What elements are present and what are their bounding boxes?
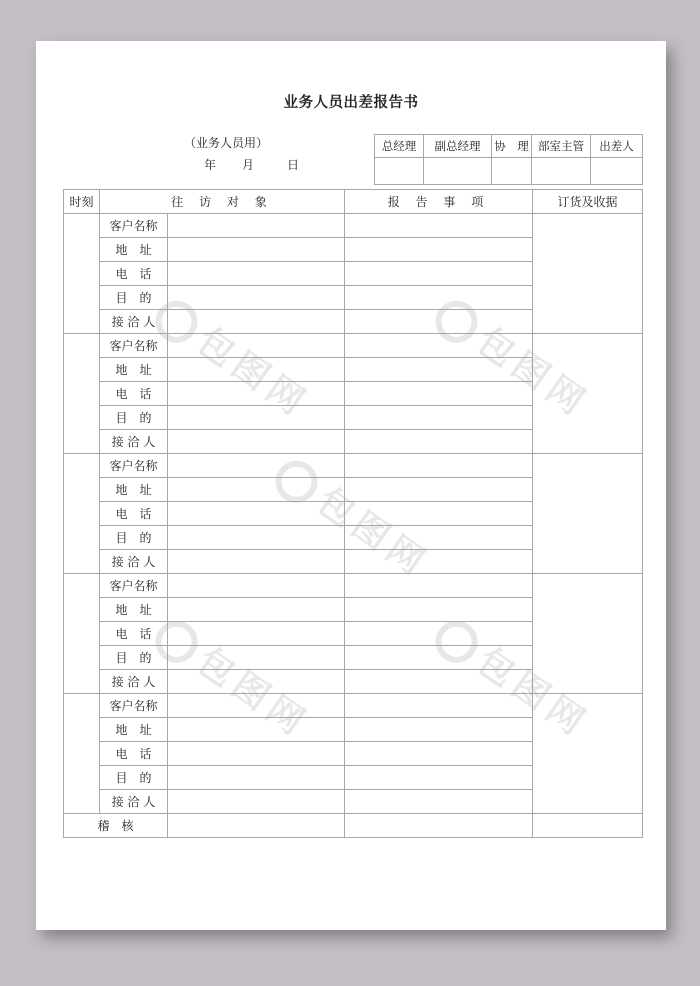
report-item-cell[interactable]: [345, 694, 533, 718]
visit-value-cell[interactable]: [168, 574, 345, 598]
row-label: 接 洽 人: [100, 310, 168, 334]
report-item-cell[interactable]: [345, 646, 533, 670]
signature-cell[interactable]: [492, 158, 532, 185]
report-item-cell[interactable]: [345, 286, 533, 310]
visit-value-cell[interactable]: [168, 310, 345, 334]
report-item-cell[interactable]: [345, 310, 533, 334]
row-label: 接 洽 人: [100, 670, 168, 694]
row-label: 电 话: [100, 502, 168, 526]
watermark: 包图网: [267, 445, 440, 588]
visit-value-cell[interactable]: [168, 694, 345, 718]
approval-header-cell: 总经理: [375, 135, 424, 158]
audit-row: [64, 814, 643, 838]
row-label: 客户名称: [100, 334, 168, 358]
row-label: 客户名称: [100, 214, 168, 238]
approval-header-cell: 部室主管: [532, 135, 591, 158]
time-header: 时刻: [64, 190, 100, 214]
visit-value-cell[interactable]: [168, 646, 345, 670]
row-label: 目 的: [100, 646, 168, 670]
watermark: 包图网: [147, 285, 320, 428]
row-label: 地 址: [100, 358, 168, 382]
report-item-cell[interactable]: [345, 430, 533, 454]
visit-value-cell[interactable]: [168, 670, 345, 694]
row-label: 电 话: [100, 742, 168, 766]
report-item-cell[interactable]: [345, 574, 533, 598]
report-item-cell[interactable]: [345, 718, 533, 742]
report-item-cell[interactable]: [345, 622, 533, 646]
visit-row: [64, 454, 643, 478]
time-cell[interactable]: [64, 334, 100, 454]
visit-value-cell[interactable]: [168, 478, 345, 502]
approval-header-cell: 协 理: [492, 135, 532, 158]
signature-cell[interactable]: [591, 158, 643, 185]
visit-value-cell[interactable]: [168, 334, 345, 358]
signature-cell[interactable]: [424, 158, 492, 185]
report-item-cell[interactable]: [345, 382, 533, 406]
report-item-cell[interactable]: [345, 262, 533, 286]
row-label: 客户名称: [100, 694, 168, 718]
time-cell[interactable]: [64, 454, 100, 574]
row-label: 目 的: [100, 286, 168, 310]
report-item-cell[interactable]: [345, 214, 533, 238]
report-item-cell[interactable]: [345, 550, 533, 574]
report-item-cell[interactable]: [345, 670, 533, 694]
visit-row: [64, 574, 643, 598]
signature-cell[interactable]: [532, 158, 591, 185]
report-items-header: 报 告 事 项: [345, 190, 533, 214]
visit-value-cell[interactable]: [168, 406, 345, 430]
visit-value-cell[interactable]: [168, 262, 345, 286]
row-label: 接 洽 人: [100, 430, 168, 454]
audit-order-cell[interactable]: [533, 814, 643, 838]
visit-value-cell[interactable]: [168, 502, 345, 526]
visit-value-cell[interactable]: [168, 454, 345, 478]
visit-value-cell[interactable]: [168, 766, 345, 790]
row-label: 地 址: [100, 598, 168, 622]
month-label: 月: [242, 158, 255, 172]
order-receipt-cell[interactable]: [533, 694, 643, 814]
watermark: 包图网: [427, 605, 600, 748]
row-label: 电 话: [100, 382, 168, 406]
report-item-cell[interactable]: [345, 454, 533, 478]
report-item-cell[interactable]: [345, 502, 533, 526]
watermark: 包图网: [427, 285, 600, 428]
report-item-cell[interactable]: [345, 238, 533, 262]
report-item-cell[interactable]: [345, 526, 533, 550]
order-receipt-cell[interactable]: [533, 214, 643, 334]
visit-value-cell[interactable]: [168, 430, 345, 454]
visit-row: [64, 214, 643, 238]
row-label: 接 洽 人: [100, 550, 168, 574]
row-label: 地 址: [100, 718, 168, 742]
order-receipt-cell[interactable]: [533, 574, 643, 694]
visit-value-cell[interactable]: [168, 382, 345, 406]
visit-value-cell[interactable]: [168, 238, 345, 262]
report-item-cell[interactable]: [345, 766, 533, 790]
row-label: 电 话: [100, 262, 168, 286]
audit-visit-cell[interactable]: [168, 814, 345, 838]
report-item-cell[interactable]: [345, 406, 533, 430]
row-label: 接 洽 人: [100, 790, 168, 814]
visit-value-cell[interactable]: [168, 622, 345, 646]
visit-target-header: 往 访 对 象: [100, 190, 345, 214]
day-label: 日: [287, 158, 300, 172]
visit-value-cell[interactable]: [168, 214, 345, 238]
order-receipt-cell[interactable]: [533, 334, 643, 454]
report-item-cell[interactable]: [345, 598, 533, 622]
approval-header-cell: 副总经理: [424, 135, 492, 158]
approval-signature-table: [374, 134, 643, 185]
report-item-cell[interactable]: [345, 478, 533, 502]
row-label: 客户名称: [100, 574, 168, 598]
report-item-cell[interactable]: [345, 790, 533, 814]
visit-value-cell[interactable]: [168, 526, 345, 550]
approval-header-cell: 出差人: [591, 135, 643, 158]
signature-cell[interactable]: [375, 158, 424, 185]
visit-value-cell[interactable]: [168, 718, 345, 742]
visit-row: [64, 334, 643, 358]
visit-value-cell[interactable]: [168, 550, 345, 574]
row-label: 地 址: [100, 238, 168, 262]
row-label: 目 的: [100, 526, 168, 550]
visit-value-cell[interactable]: [168, 358, 345, 382]
usage-note: （业务人员用）: [183, 136, 268, 150]
row-label: 目 的: [100, 406, 168, 430]
time-cell[interactable]: [64, 574, 100, 694]
report-item-cell[interactable]: [345, 358, 533, 382]
visit-value-cell[interactable]: [168, 598, 345, 622]
report-item-cell[interactable]: [345, 742, 533, 766]
document-page: [36, 41, 666, 930]
report-item-cell[interactable]: [345, 334, 533, 358]
visit-row: [64, 694, 643, 718]
order-receipt-cell[interactable]: [533, 454, 643, 574]
row-label: 目 的: [100, 766, 168, 790]
table-header-row: [64, 190, 643, 214]
document-title: 业务人员出差报告书: [283, 95, 419, 111]
time-cell[interactable]: [64, 694, 100, 814]
audit-label: 稽 核: [64, 814, 168, 838]
visit-value-cell[interactable]: [168, 790, 345, 814]
order-receipt-header: 订货及收据: [533, 190, 643, 214]
approval-signature-row: [375, 158, 643, 185]
row-label: 客户名称: [100, 454, 168, 478]
time-cell[interactable]: [64, 214, 100, 334]
visit-value-cell[interactable]: [168, 742, 345, 766]
row-label: 地 址: [100, 478, 168, 502]
audit-report-cell[interactable]: [345, 814, 533, 838]
row-label: 电 话: [100, 622, 168, 646]
watermark: 包图网: [147, 605, 320, 748]
visit-value-cell[interactable]: [168, 286, 345, 310]
trip-report-table: [63, 189, 643, 838]
approval-header-row: [375, 135, 643, 158]
year-label: 年: [204, 158, 217, 172]
